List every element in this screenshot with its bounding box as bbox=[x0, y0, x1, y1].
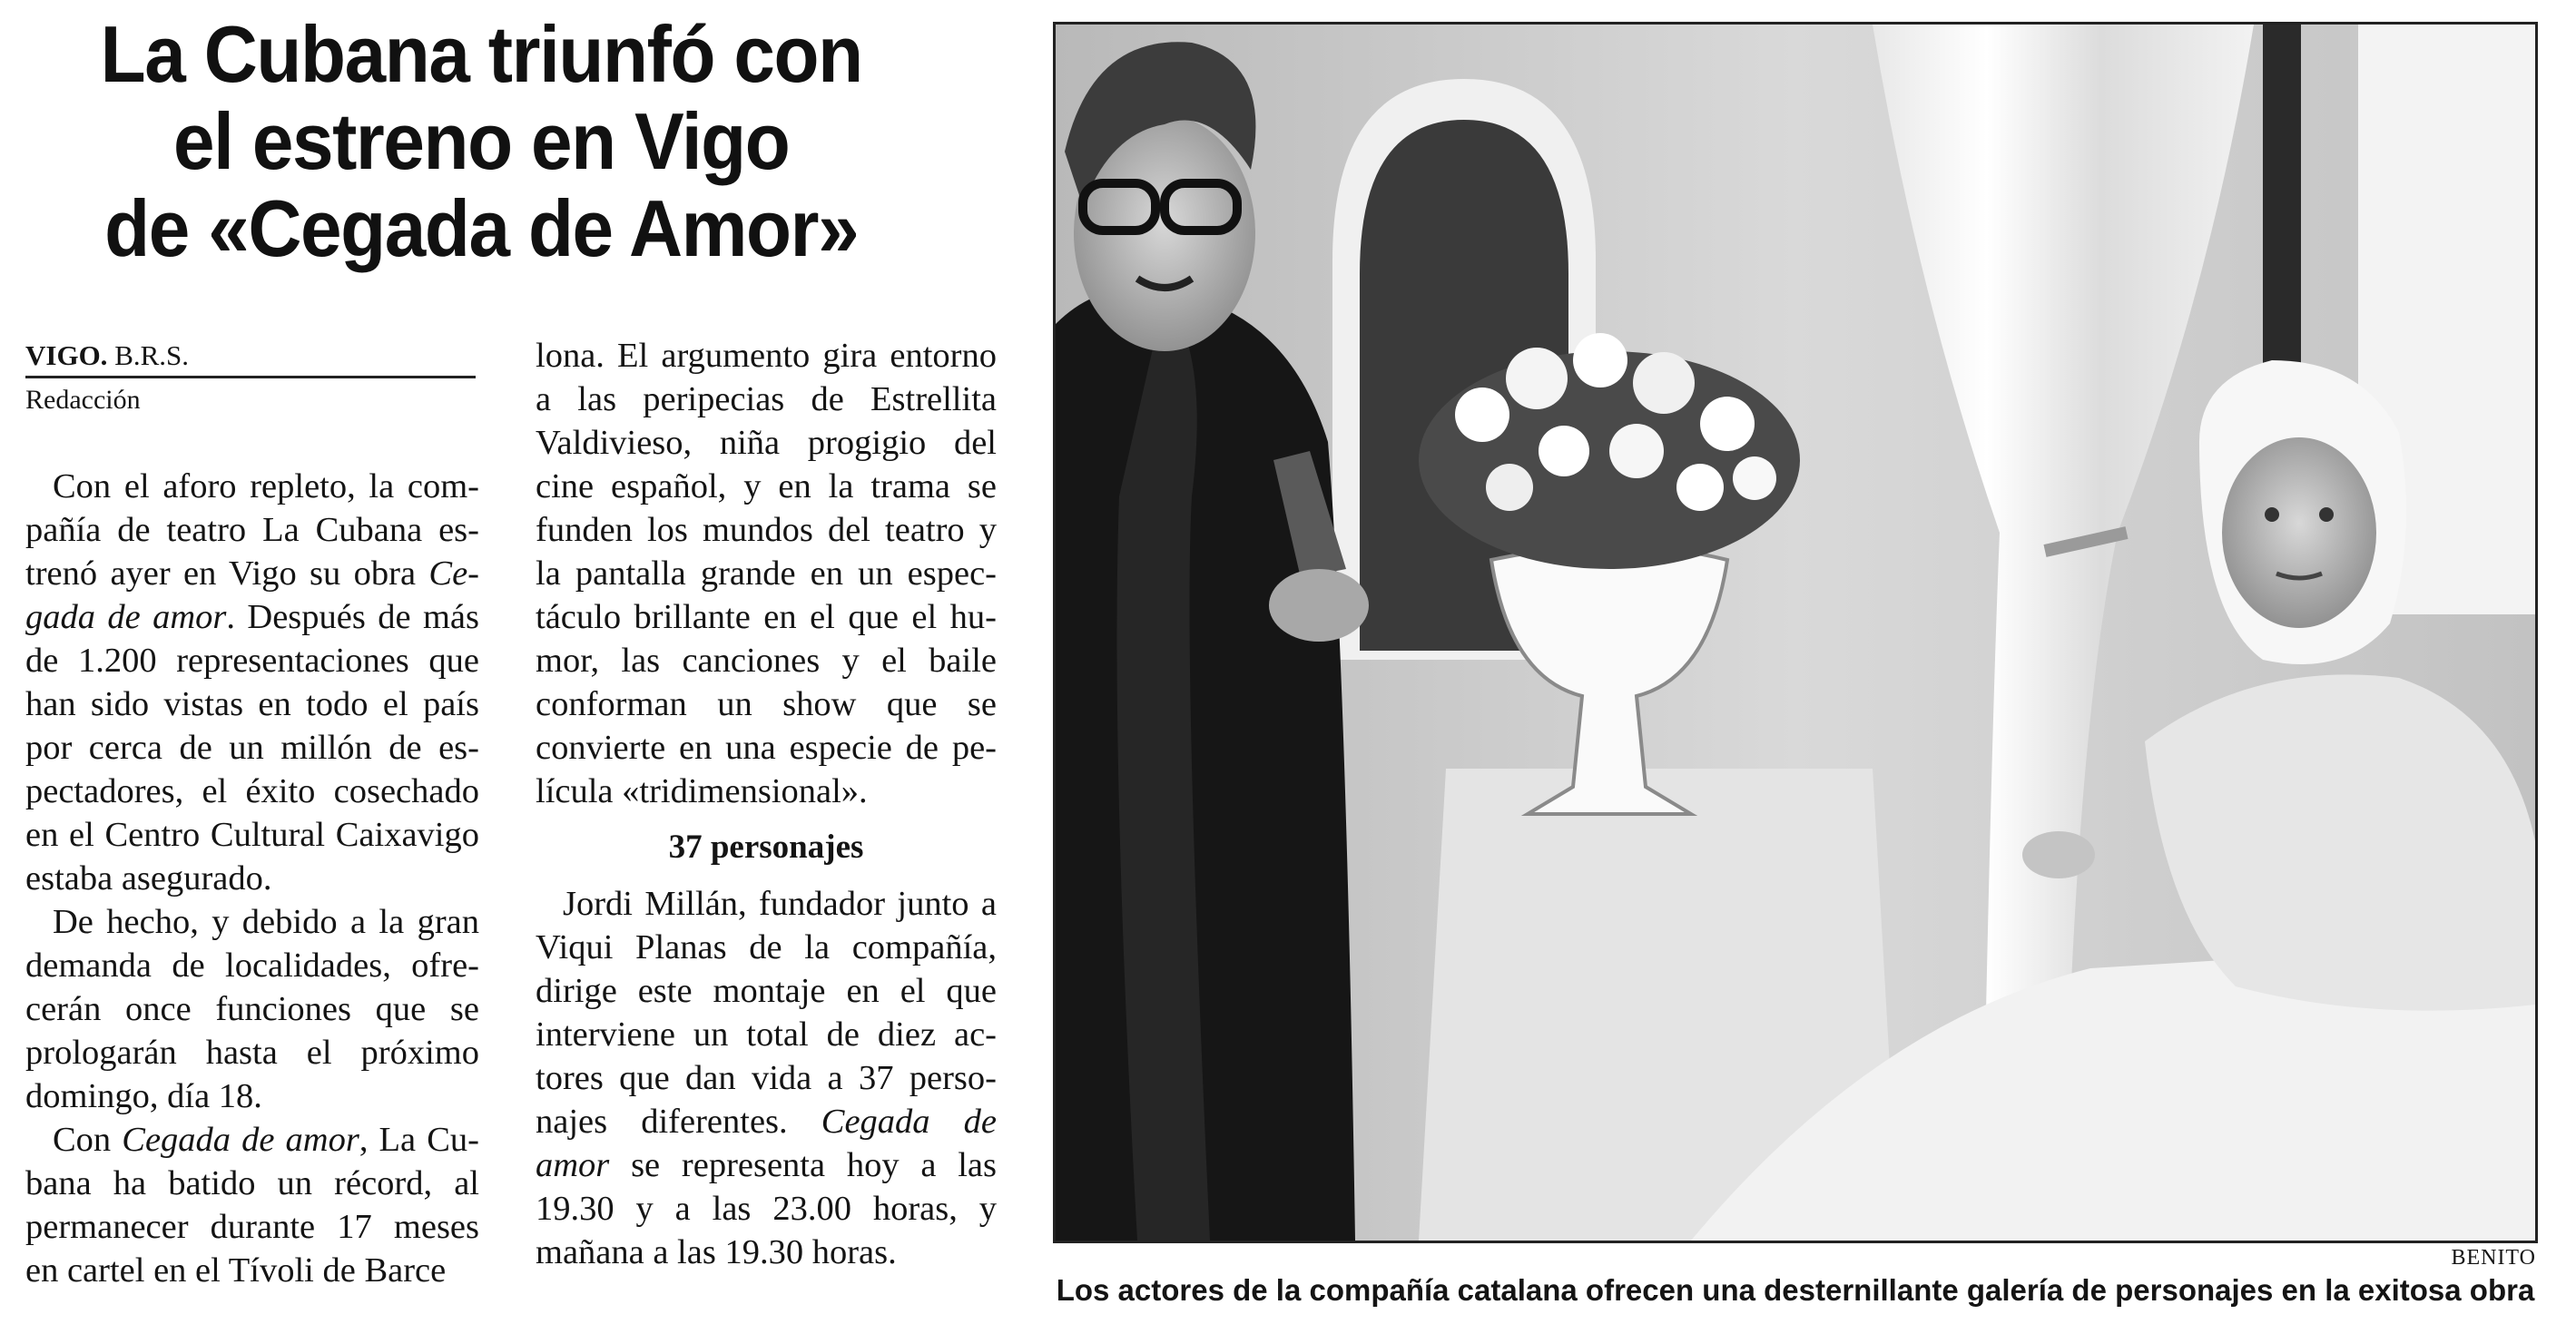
body-paragraph-3-start: Con Cegada de amor, La Cubana ha batido un récord, al permanecer durante 17 meses en cartel en el Tívoli de Barce bbox=[25, 1121, 479, 1290]
headline bbox=[25, 11, 937, 272]
window-frame bbox=[2263, 25, 2301, 406]
body-paragraph-3-end: lona. El argumento gira entorno a las peripecias de Estrellita Valdivieso, niña progigio del cine español, y en la trama se funden los mundos del teatro y la pantalla grande en un espectáculo brillante en el que el humor, las canciones y el baile conforman un show que se convierte en una especie de película «tridimensional». bbox=[536, 337, 997, 810]
body-paragraph-2: De hecho, y debido a la gran demanda de localidades, ofrecerán once funciones que se prologarán hasta el próximo domingo, día 18. bbox=[25, 903, 479, 1115]
byline-city: VIGO. bbox=[25, 339, 108, 371]
byline bbox=[25, 338, 476, 378]
photo-illustration bbox=[1056, 25, 2535, 1241]
photo-credit: BENITO bbox=[2451, 1246, 2536, 1270]
article-column-2 bbox=[536, 334, 997, 1274]
news-photo bbox=[1053, 22, 2538, 1243]
headline-line-3: de «Cegada de Amor» bbox=[104, 183, 859, 273]
body-paragraph-4: Jordi Millán, fundador junto a Viqui Planas de la compañía, dirige este montaje en el que interviene un total de diez actores que dan vida a 37 personajes diferentes. Cegada de amor se representa hoy a las 19.30 y a las 23.00 horas, y mañana a las 19.30 horas. bbox=[536, 885, 997, 1271]
article-column-1 bbox=[25, 465, 479, 1292]
body-paragraph-1: Con el aforo repleto, la compañía de teatro La Cubana estrenó ayer en Vigo su obra Cegada de amor. Después de más de 1.200 representaciones que han sido vistas en todo el país por cerca de un millón de espectadores, el éxito cosechado en el Centro Cultural Caixavigo estaba asegurado. bbox=[25, 467, 479, 898]
headline-line-1: La Cubana triunfó con bbox=[100, 9, 862, 99]
headline-line-2: el estreno en Vigo bbox=[173, 96, 790, 186]
photo-caption: Los actores de la compañía catalana ofrecen una desternillante galería de personajes en la exitosa obra bbox=[1056, 1273, 2535, 1307]
byline-author: B.R.S. bbox=[114, 339, 190, 371]
subheading: 37 personajes bbox=[668, 829, 864, 866]
byline-desk: Redacción bbox=[25, 385, 141, 415]
